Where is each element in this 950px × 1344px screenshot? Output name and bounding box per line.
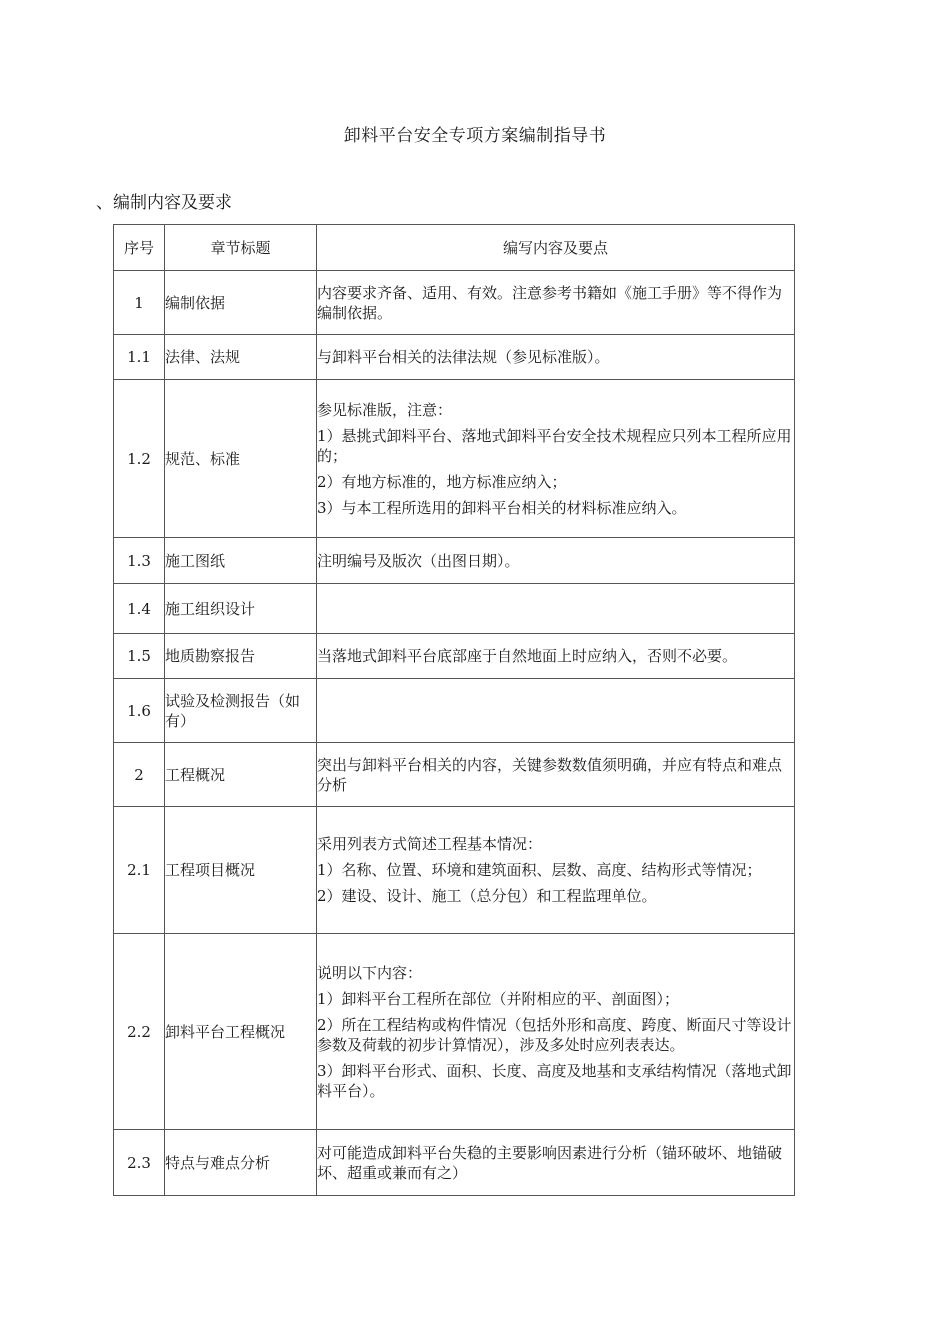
table-row	[114, 1130, 795, 1196]
row-chapter-title: 卸料平台工程概况	[165, 934, 317, 1130]
row-number: 2	[114, 743, 165, 807]
header-content: 编写内容及要点	[317, 225, 795, 271]
row-chapter-title: 特点与难点分析	[165, 1130, 317, 1196]
content-line: 1）卸料平台工程所在部位（并附相应的平、剖面图）；	[317, 989, 680, 1008]
row-content	[317, 934, 795, 1130]
row-number: 1.1	[114, 335, 165, 380]
content-line: 与卸料平台相关的法律法规（参见标准版）。	[317, 348, 610, 366]
content-line: 当落地式卸料平台底部座于自然地面上时应纳入，否则不必要。	[317, 647, 738, 665]
table-row	[114, 335, 795, 380]
row-content	[317, 743, 795, 807]
row-content	[317, 538, 795, 584]
row-content	[317, 634, 795, 679]
header-no: 序号	[114, 225, 165, 271]
content-line: 1）名称、位置、环境和建筑面积、层数、高度、结构形式等情况；	[317, 861, 762, 879]
row-chapter-title: 工程项目概况	[165, 807, 317, 934]
row-chapter-title: 施工图纸	[165, 538, 317, 584]
table-row	[114, 380, 795, 538]
row-chapter-title: 施工组织设计	[165, 584, 317, 634]
content-line: 3）卸料平台形式、面积、长度、高度及地基和支承结构情况（落地式卸料平台）。	[317, 1061, 792, 1100]
row-number: 2.3	[114, 1130, 165, 1196]
content-line: 2）建设、设计、施工（总分包）和工程监理单位。	[317, 887, 657, 905]
row-content	[317, 1130, 795, 1196]
table-row	[114, 743, 795, 807]
document-title: 卸料平台安全专项方案编制指导书	[343, 126, 607, 146]
row-number: 2.2	[114, 934, 165, 1130]
row-number: 2.1	[114, 807, 165, 934]
section-heading: 、编制内容及要求	[96, 193, 232, 213]
content-line: 说明以下内容：	[317, 963, 423, 982]
guideline-table	[113, 224, 795, 1196]
row-content	[317, 584, 795, 634]
row-chapter-title: 试验及检测报告（如有）	[165, 679, 317, 743]
table-row	[114, 934, 795, 1130]
table-row	[114, 584, 795, 634]
row-number: 1.5	[114, 634, 165, 679]
content-line: 1）悬挑式卸料平台、落地式卸料平台安全技术规程应只列本工程所应用的；	[317, 426, 792, 465]
row-chapter-title: 工程概况	[165, 743, 317, 807]
header-title: 章节标题	[165, 225, 317, 271]
table-row	[114, 679, 795, 743]
table-row	[114, 807, 795, 934]
row-chapter-title: 法律、法规	[165, 335, 317, 380]
row-number: 1.2	[114, 380, 165, 538]
table-header-row	[114, 225, 795, 271]
row-content	[317, 335, 795, 380]
row-number: 1.3	[114, 538, 165, 584]
content-line: 内容要求齐备、适用、有效。注意参考书籍如《施工手册》等不得作为编制依据。	[317, 283, 783, 322]
row-number: 1	[114, 271, 165, 335]
row-chapter-title: 规范、标准	[165, 380, 317, 538]
content-line: 注明编号及版次（出图日期）。	[317, 551, 520, 570]
content-line: 2）所在工程结构或构件情况（包括外形和高度、跨度、断面尺寸等设计参数及荷载的初步计算情况），涉及多处时应列表表达。	[317, 1015, 792, 1054]
table-row	[114, 538, 795, 584]
content-line: 参见标准版，注意：	[317, 400, 453, 419]
content-line: 3）与本工程所选用的卸料平台相关的材料标准应纳入。	[317, 498, 687, 517]
row-number: 1.4	[114, 584, 165, 634]
row-content	[317, 380, 795, 538]
row-content	[317, 271, 795, 335]
row-chapter-title: 编制依据	[165, 271, 317, 335]
row-number: 1.6	[114, 679, 165, 743]
content-line: 对可能造成卸料平台失稳的主要影响因素进行分析（锚环破坏、地锚破坏、超重或兼而有之）	[317, 1143, 783, 1182]
content-line: 2）有地方标准的，地方标准应纳入；	[317, 472, 567, 491]
content-line: 突出与卸料平台相关的内容，关键参数数值须明确，并应有特点和难点分析	[317, 755, 783, 794]
content-line: 采用列表方式简述工程基本情况：	[317, 835, 543, 853]
row-content	[317, 679, 795, 743]
row-content	[317, 807, 795, 934]
table-row	[114, 271, 795, 335]
table-row	[114, 634, 795, 679]
row-chapter-title: 地质勘察报告	[165, 634, 317, 679]
table-body	[114, 271, 795, 1196]
